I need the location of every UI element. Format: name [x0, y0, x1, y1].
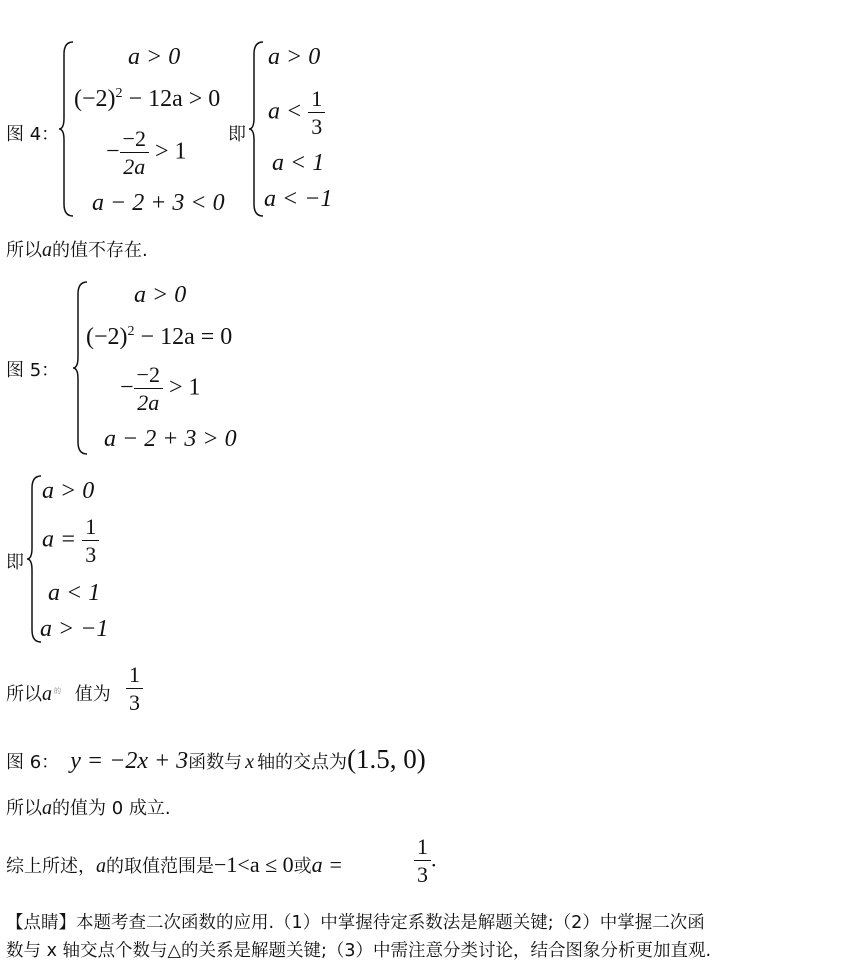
note-line-2: 数与 x 轴交点个数与△的关系是解题关键;（3）中需注意分类讨论，结合图象分析更加直观. — [6, 941, 712, 961]
fig5-left-brace — [72, 280, 90, 456]
fig5-ji: 即 — [6, 552, 24, 573]
fig4-label: 图 4： — [6, 124, 60, 145]
fig4-sol-3: a < 1 — [272, 150, 325, 176]
fig5-label: 图 5： — [6, 360, 60, 381]
fig5-ineq-1: a > 0 — [134, 282, 187, 308]
fig4-ineq-1: a > 0 — [128, 44, 181, 70]
fig4-ineq-2: $(-2)^2 - 12a > 0$ — [74, 86, 221, 112]
fig5-ineq-3: − $\frac{-2}{2a}$ > 1 — [120, 362, 201, 415]
fig4-sol-4: a < −1 — [264, 186, 333, 212]
fig5-conclusion-small: 的 — [54, 687, 61, 695]
fig5-ineq-2: $(-2)^2 - 12a = 0$ — [86, 324, 233, 350]
summary-line: 综上所述，a的取值范围是−1<a ≤ 0或a = — [6, 852, 344, 877]
fig4-ji: 即 — [228, 124, 246, 145]
note-line-1: 【点睛】本题考查二次函数的应用.（1）中掌握待定系数法是解题关键;（2）中掌握二次函 — [6, 913, 705, 933]
fig6-line: 图 6： y = −2x + 3函数与 x 轴的交点为(1.5, 0) — [6, 744, 426, 774]
fig5-conclusion-fraction: $\frac{1}{3}$ — [126, 664, 143, 714]
fig5-sol-2: a = $\frac{1}{3}$ — [42, 516, 99, 566]
fig6-conclusion: 所以a的值为 0 成立. — [6, 797, 171, 819]
fig4-sol-1: a > 0 — [268, 44, 321, 70]
fig4-ineq-3: − $\frac{-2}{2a}$ > 1 — [106, 126, 187, 179]
summary-fraction: $\frac{1}{3}$ . — [414, 836, 437, 886]
fig4-left-brace — [58, 40, 76, 218]
fig5-ineq-4: a − 2 + 3 > 0 — [104, 426, 237, 452]
fig4-ineq-4: a − 2 + 3 < 0 — [92, 190, 225, 216]
fig5-sol-1: a > 0 — [42, 478, 95, 504]
fig5-sol-4: a > −1 — [40, 616, 109, 642]
fig5-conclusion: 所以a $^的$ 值为 — [6, 683, 111, 705]
fig5-sol-3: a < 1 — [48, 580, 101, 606]
fig4-conclusion: 所以a的值不存在. — [6, 239, 148, 261]
fig4-sol-2: a < $\frac{1}{3}$ — [268, 88, 325, 138]
